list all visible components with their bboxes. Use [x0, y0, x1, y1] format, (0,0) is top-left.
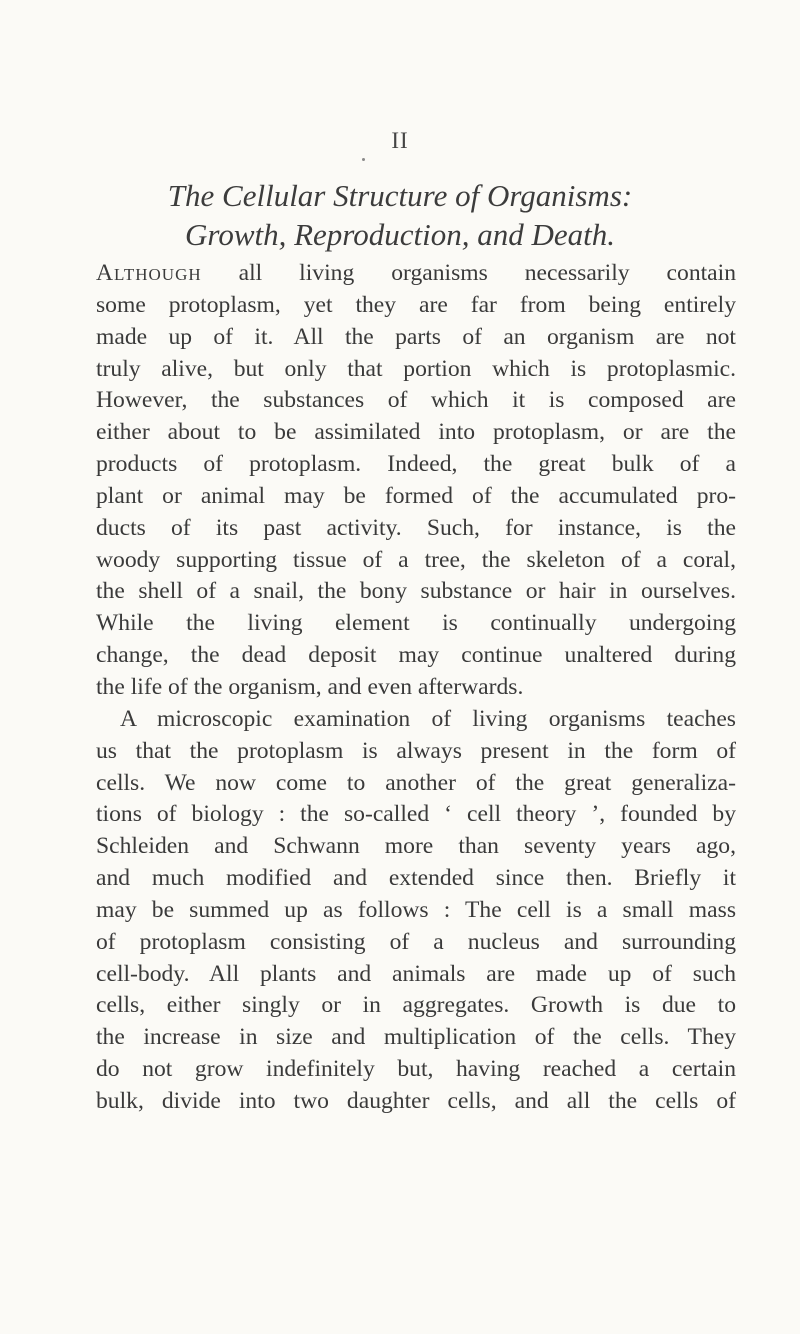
- chapter-number: II: [391, 128, 409, 153]
- paragraph-line: of protoplasm consisting of a nucleus and surrounding: [96, 928, 736, 955]
- paragraph-line: plant or animal may be formed of the accumulated pro-: [96, 482, 736, 509]
- paragraph-1: [96, 258, 736, 704]
- paragraph-2: [96, 704, 736, 1118]
- paragraph-line: tions of biology : the so-called ‘ cell theory ’, founded by: [96, 801, 736, 828]
- paragraph-line: the increase in size and multiplication of the cells. They: [96, 1024, 736, 1051]
- paragraph-line: bulk, divide into two daughter cells, and all the cells of: [96, 1087, 736, 1114]
- paragraph-line: While the living element is continually undergoing: [96, 610, 736, 637]
- paragraph-line: do not grow indefinitely but, having reached a certain: [96, 1056, 736, 1083]
- paragraph-line: and much modified and extended since then. Briefly it: [96, 865, 736, 892]
- paragraph-line: woody supporting tissue of a tree, the skeleton of a coral,: [96, 546, 736, 573]
- paragraph-line: Schleiden and Schwann more than seventy years ago,: [96, 833, 736, 860]
- chapter-title-line-2: Growth, Reproduction, and Death.: [185, 217, 615, 252]
- chapter-title-line-1: The Cellular Structure of Organisms:: [167, 178, 633, 213]
- paragraph-line: change, the dead deposit may continue unaltered during: [96, 642, 736, 669]
- paragraph-line: products of protoplasm. Indeed, the great bulk of a: [96, 451, 736, 478]
- paragraph-line: some protoplasm, yet they are far from being entirely: [96, 291, 736, 318]
- paragraph-line: A microscopic examination of living organisms teaches: [120, 705, 736, 732]
- body-text: [96, 258, 736, 1118]
- paragraph-line: made up of it. All the parts of an organism are not: [96, 323, 736, 350]
- paragraph-line: the shell of a snail, the bony substance or hair in ourselves.: [96, 578, 736, 605]
- paragraph-line: ducts of its past activity. Such, for instance, is the: [96, 514, 736, 541]
- paragraph-line: Although all living organisms necessarily contain: [96, 260, 736, 286]
- paragraph-line: us that the protoplasm is always present in the form of: [96, 737, 736, 764]
- paragraph-line: cells. We now come to another of the great generaliza-: [96, 769, 736, 796]
- paragraph-line: However, the substances of which it is composed are: [96, 387, 736, 414]
- print-speck: [362, 158, 365, 161]
- chapter-title: [0, 176, 800, 254]
- paragraph-line: either about to be assimilated into protoplasm, or are the: [96, 419, 736, 446]
- opening-word: Although: [96, 260, 202, 286]
- paragraph-line: cells, either singly or in aggregates. Growth is due to: [96, 992, 736, 1019]
- paragraph-line: the life of the organism, and even afterwards.: [96, 673, 524, 700]
- paragraph-line: may be summed up as follows : The cell is a small mass: [96, 896, 736, 923]
- paragraph-line: truly alive, but only that portion which is protoplasmic.: [96, 355, 736, 382]
- paragraph-line: cell-body. All plants and animals are made up of such: [96, 960, 736, 987]
